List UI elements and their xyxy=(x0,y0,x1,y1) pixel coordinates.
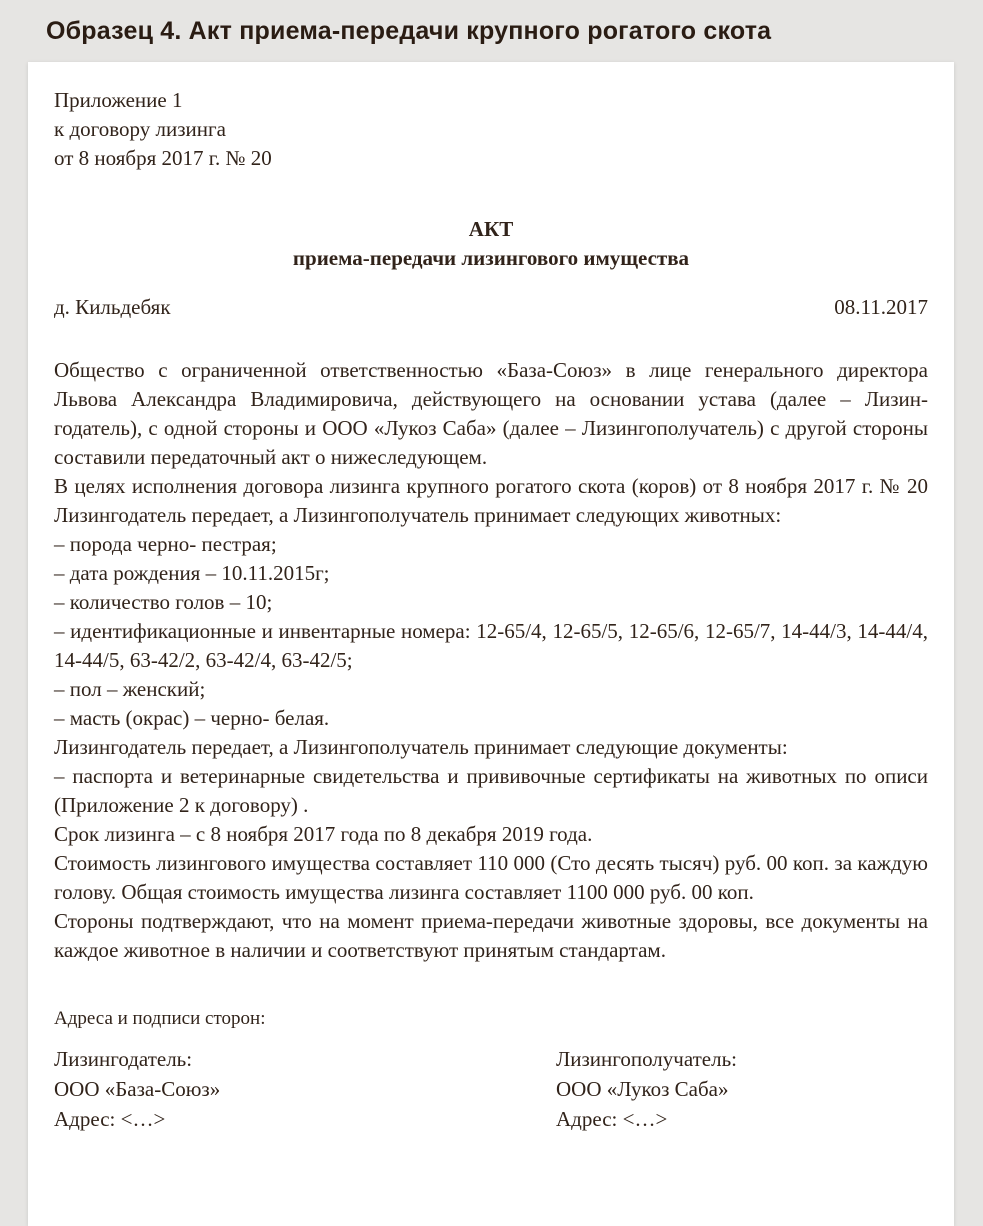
page-title: Образец 4. Акт приема-передачи крупного рогатого скота xyxy=(46,16,772,45)
lessee-address: Адрес: <…> xyxy=(556,1107,668,1131)
document-title-line-2: приема-передачи лизингового имущества xyxy=(292,246,690,270)
list-item-birthdate: – дата рождения – 10.11.2015г; xyxy=(54,561,330,585)
signatures-section xyxy=(54,1007,928,1134)
document-title xyxy=(54,215,928,273)
place-date-row xyxy=(54,293,928,322)
lessee-column xyxy=(556,1044,928,1134)
annex-line-3: от 8 ноября 2017 г. № 20 xyxy=(54,146,272,170)
lessee-company: ООО «Лукоз Саба» xyxy=(556,1077,729,1101)
list-item-head-count: – количество голов – 10; xyxy=(54,590,273,614)
date: 08.11.2017 xyxy=(834,295,928,319)
paragraph-parties: Общество с ограниченной ответственностью «База-Союз» в лице генерального директора Львова Александра Владимировича, действующего на основании устава (далее – Лизингодатель), с одной стороны и ООО «Лукоз Саба» (далее – Лизингополучатель) с другой стороны составили передаточный акт о нижеследующем. xyxy=(54,358,928,469)
list-item-passports: – паспорта и ветеринарные свидетельства и прививочные сертификаты на животных по описи (Приложение 2 к договору) . xyxy=(54,764,928,817)
document-title-line-1: АКТ xyxy=(468,217,514,241)
lessor-role: Лизингодатель: xyxy=(54,1047,193,1071)
list-item-breed: – порода черно- пестрая; xyxy=(54,532,277,556)
paragraph-confirmation: Стороны подтверждают, что на момент приема-передачи животные здоровы, все документы на каждое животное в наличии и соответствуют принятым стандартам. xyxy=(54,909,928,962)
paragraph-cost: Стоимость лизингового имущества составляет 110 000 (Сто десять тысяч) руб. 00 коп. за каждую голову. Общая стоимость имущества лизинга составляет 1100 000 руб. 00 коп. xyxy=(54,851,928,904)
annex-line-1: Приложение 1 xyxy=(54,88,183,112)
list-item-id-numbers: – идентификационные и инвентарные номера: 12-65/4, 12-65/5, 12-65/6, 12-65/7, 14-44/3, 14-44/4, 14-44/5, 63-42/2, 63-42/4, 63-42/5; xyxy=(54,619,928,672)
lessor-column xyxy=(54,1044,556,1134)
document-body xyxy=(54,356,928,965)
document-page xyxy=(28,62,954,1226)
place: д. Кильдебяк xyxy=(54,295,171,319)
paragraph-purpose: В целях исполнения договора лизинга крупного рогатого скота (коров) от 8 ноября 2017 г. № 20 Лизингодатель передает, а Лизингополучатель принимает следующих животных: xyxy=(54,474,928,527)
signatures-heading: Адреса и подписи сторон: xyxy=(54,1008,266,1029)
annex-reference xyxy=(54,86,928,173)
lessor-company: ООО «База-Союз» xyxy=(54,1077,221,1101)
lessor-address: Адрес: <…> xyxy=(54,1107,166,1131)
list-item-sex: – пол – женский; xyxy=(54,677,206,701)
article-heading xyxy=(0,0,983,62)
lessee-role: Лизингополучатель: xyxy=(556,1047,738,1071)
list-item-color: – масть (окрас) – черно- белая. xyxy=(54,706,330,730)
paragraph-documents: Лизингодатель передает, а Лизингополучатель принимает следующие документы: xyxy=(54,735,788,759)
annex-line-2: к договору лизинга xyxy=(54,117,226,141)
signature-columns xyxy=(54,1044,928,1134)
paragraph-lease-term: Срок лизинга – с 8 ноября 2017 года по 8 декабря 2019 года. xyxy=(54,822,593,846)
